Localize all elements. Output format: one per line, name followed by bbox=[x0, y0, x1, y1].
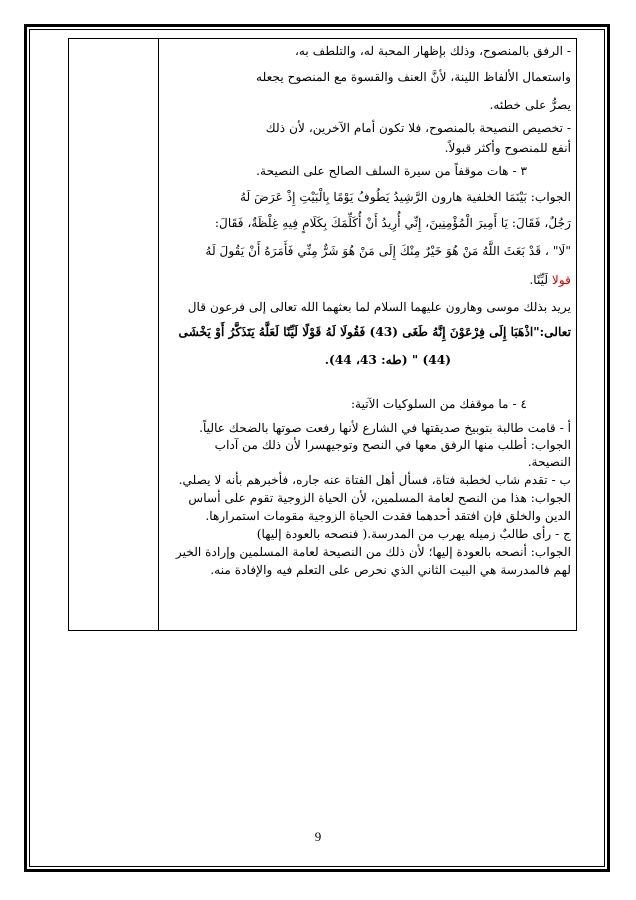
text-line: الجواب: أطلب منها الرفق معها في النصح وتوجيهسرا لأن ذلك من آداب bbox=[214, 438, 571, 452]
text-line: الجواب: بَيْنَمَا الخلفية هارون الرَّشِيدُ يَطُوفُ يَوْمًا بِالْبَيْتِ إِذْ عَرَضَ لَهُ bbox=[239, 190, 571, 204]
text-line: رَجُلٌ، فَقَالَ: يَا أَمِيرَ الْمُؤْمِنِينَ، إِنِّي أُرِيدُ أَنْ أُكَلِّمَكَ بِكَلَامٍ فِيهِ غِلْظَةٌ، فَقَالَ: bbox=[214, 216, 571, 230]
text-line: أ - قامت طالبة بتوبيخ صديقتها في الشارع لأنها رفعت صوتها بالضحك عالياً. bbox=[199, 421, 571, 435]
text-line: ب - تقدم شاب لخطبة فتاة، فسأل أهل الفتاة عنه جاره، فأخبرهم بأنه لا يصلي. bbox=[178, 473, 571, 487]
text-line: لهم فالمدرسة هي البيت الثاني الذي نحرص على التعلم فيه والإفادة منه. bbox=[210, 563, 571, 577]
text-line: الدين والخلق فإن افتقد أحدهما فقدت الحياة الزوجية مقومات استمرارها. bbox=[205, 509, 571, 523]
question-4-heading: ٤ - ما موقفك من السلوكيات الآتية: bbox=[350, 397, 527, 411]
highlighted-word: قولا bbox=[551, 273, 571, 287]
text-line: أنفع للمنصوح وأكثر قبولاً. bbox=[444, 141, 571, 155]
text-span: لَيِّنًا. bbox=[529, 273, 549, 287]
text-line: ج - رأى طالبٌ زميله يهرب من المدرسة.( فنصحه بالعودة إليها) bbox=[256, 527, 571, 541]
text-line: النصيحة. bbox=[527, 455, 571, 469]
table-column-divider bbox=[158, 38, 159, 631]
text-line: - الرفق بالمنصوح، وذلك بإظهار المحبة له، والتلطف به، bbox=[294, 44, 571, 58]
page-number: 9 bbox=[314, 829, 322, 844]
question-3-heading: ٣ - هات موقفاً من سيرة السلف الصالح على النصيحة. bbox=[256, 164, 527, 178]
text-line: يريد بذلك موسى وهارون عليهما السلام لما بعثهما الله تعالى إلى فرعون قال bbox=[187, 300, 571, 314]
text-line bbox=[166, 266, 571, 295]
table-content-cell bbox=[166, 40, 571, 579]
verse-reference: (44) " (طه: 43، 44). bbox=[324, 353, 451, 367]
text-line: - تخصيص النصيحة بالمنصوح، فلا تكون أمام الآخرين، لأن ذلك bbox=[265, 121, 571, 135]
text-line: يصرُّ على خطئه. bbox=[489, 98, 571, 112]
text-line: "لَا" ، قَدْ بَعَثَ اللَّهُ مَنْ هُوَ خَيْرٌ مِنْكَ إِلَى مَنْ هُوَ شَرٌّ مِنِّي فَأَمَرَهُ أَنْ يَقُولَ لَهُ bbox=[205, 244, 571, 258]
text-line: الجواب: هذا من النصح لعامة المسلمين، لأن الحياة الزوجية تقوم على أساس bbox=[188, 491, 571, 505]
text-line: واستعمال الألفاظ اللينة، لأنَّ العنف والقسوة مع المنصوح يجعله bbox=[256, 70, 571, 84]
text-line: الجواب: أنصحه بالعودة إليها؛ لأن ذلك من النصيحة لعامة المسلمين وإرادة الخير bbox=[175, 545, 571, 559]
quran-verse-line: تعالى:"اذْهَبَا إِلَى فِرْعَوْنَ إِنَّهُ طَغَى (43) فَقُولَا لَهُ قَوْلًا لَيِّنًا لَعَلَّهُ يَتَذَكَّرُ أَوْ يَخْشَى bbox=[178, 325, 571, 339]
